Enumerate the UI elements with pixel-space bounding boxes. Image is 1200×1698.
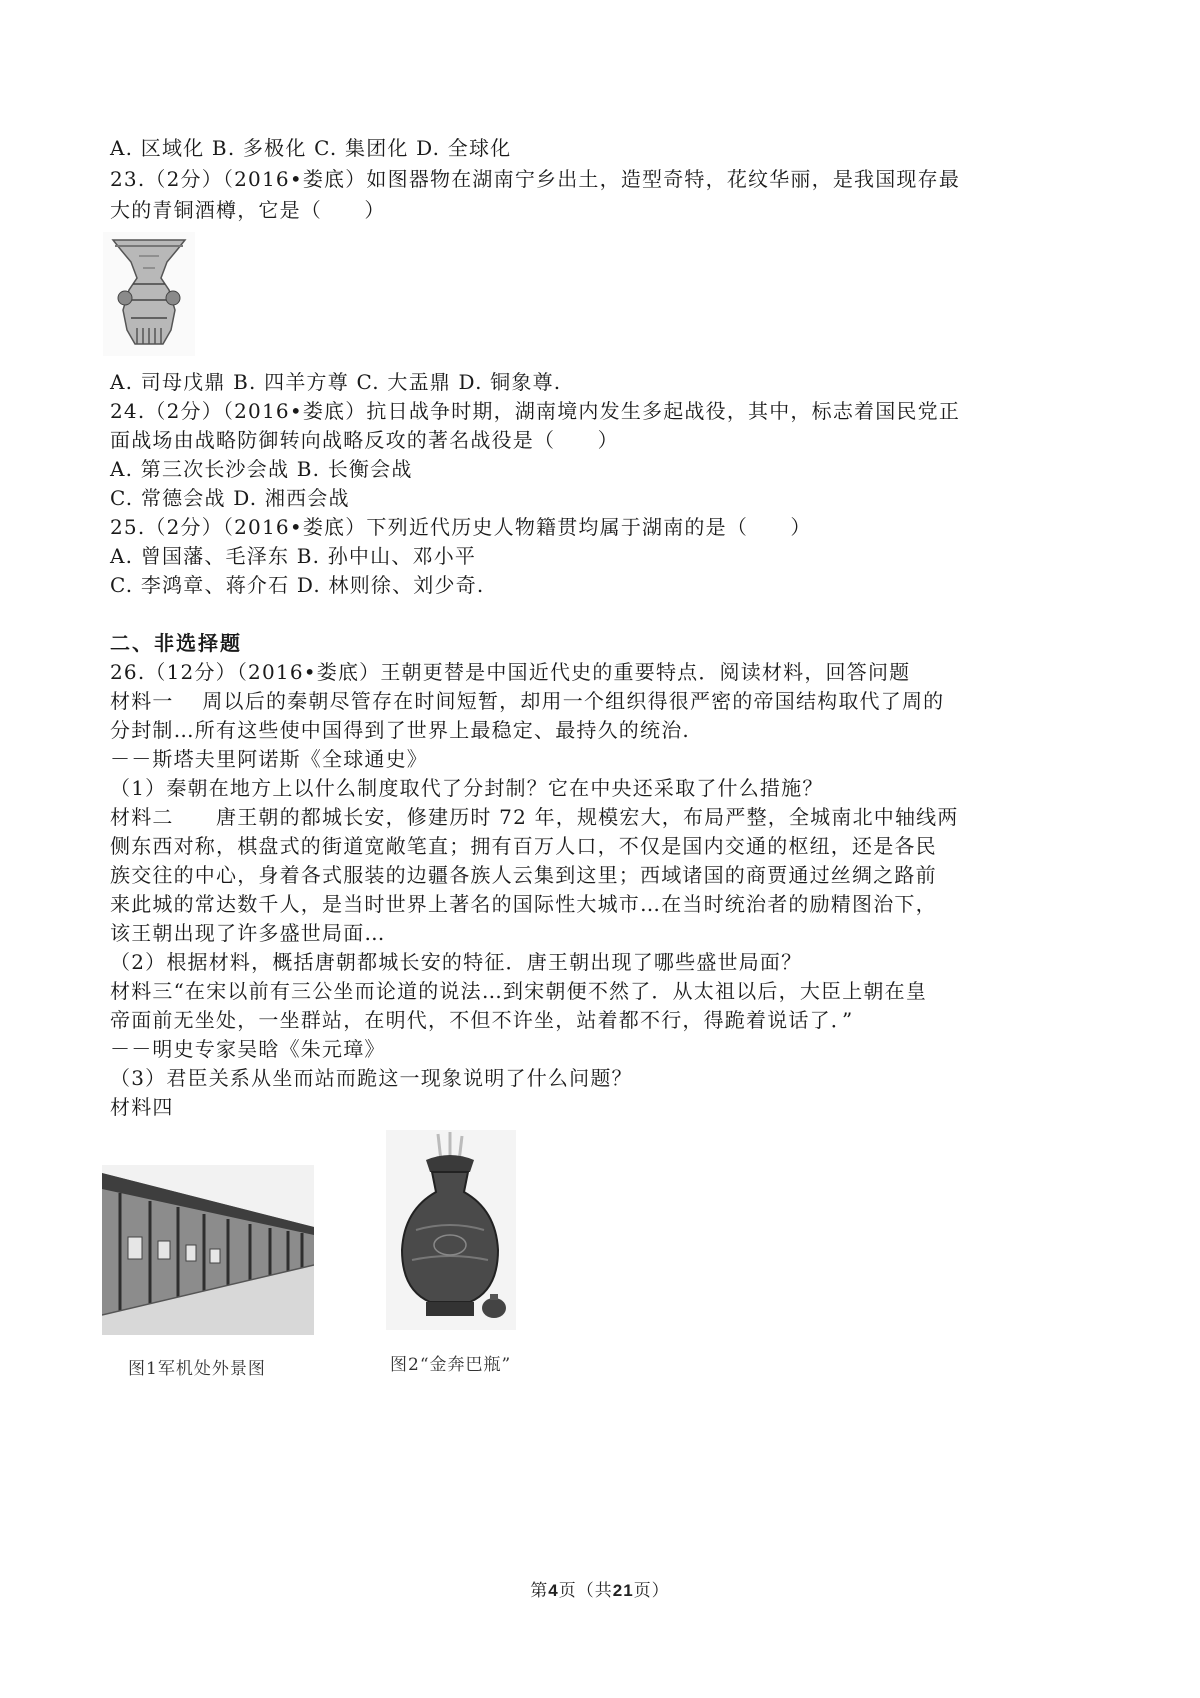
material-3-text: 材料三“在宋以前有三公坐而论道的说法…到宋朝便不然了．从太祖以后，大臣上朝在皇 — [110, 979, 928, 1003]
footer-prefix: 第 — [530, 1581, 549, 1601]
page-footer — [0, 1576, 1200, 1601]
material-2-text-cont2: 族交往的中心，身着各式服装的边疆各族人云集到这里；西域诸国的商贾通过丝绸之路前 — [110, 863, 937, 887]
golden-urn-photo — [386, 1130, 516, 1330]
answer-options-q23: A. 司母戊鼎 B. 四羊方尊 C. 大盂鼎 D. 铜象尊. — [110, 370, 562, 394]
page-number: 4 — [548, 1581, 559, 1600]
material-1-text-cont: 分封制…所有这些使中国得到了世界上最稳定、最持久的统治. — [110, 718, 690, 742]
material-3-text-cont: 帝面前无坐处，一坐群站，在明代，不但不许坐，站着都不行，得跪着说话了．” — [110, 1008, 854, 1032]
question-25-text: 25.（2分）（2016•娄底）下列近代历史人物籍贯均属于湖南的是（ ） — [110, 515, 812, 539]
material-1-text: 材料一 周以后的秦朝尽管存在时间短暂，却用一个组织得很严密的帝国结构取代了周的 — [110, 689, 945, 713]
question-24-text: 24.（2分）（2016•娄底）抗日战争时期，湖南境内发生多起战役，其中，标志着国民党正 — [110, 399, 961, 423]
figure-2-caption: 图2“金奔巴瓶” — [390, 1355, 512, 1375]
sub-question-1: （1）秦朝在地方上以什么制度取代了分封制？它在中央还采取了什么措施？ — [110, 776, 824, 800]
material-3-source: －－明史专家吴晗《朱元璋》 — [110, 1037, 386, 1061]
footer-middle: 页（共 — [558, 1581, 613, 1601]
question-26-text: 26.（12分）（2016•娄底）王朝更替是中国近代史的重要特点．阅读材料，回答问题 — [110, 660, 911, 684]
answer-options-q25-row1: A. 曾国藩、毛泽东 B. 孙中山、邓小平 — [110, 544, 477, 568]
figure-1-caption: 图1军机处外景图 — [128, 1359, 266, 1379]
material-2-text: 材料二 唐王朝的都城长安，修建历时 72 年，规模宏大，布局严整，全城南北中轴线两 — [110, 805, 959, 829]
question-23-text: 23.（2分）（2016•娄底）如图器物在湖南宁乡出土，造型奇特，花纹华丽，是我国现存最 — [110, 167, 961, 191]
answer-options-q24-row2: C. 常德会战 D. 湘西会战 — [110, 486, 350, 510]
footer-suffix: 页） — [633, 1581, 670, 1601]
answer-options-q22: A. 区域化 B. 多极化 C. 集团化 D. 全球化 — [110, 136, 512, 160]
question-24-text-cont: 面战场由战略防御转向战略反攻的著名战役是（ ） — [110, 428, 619, 452]
sub-question-2: （2）根据材料，概括唐朝都城长安的特征．唐王朝出现了哪些盛世局面？ — [110, 950, 803, 974]
grand-council-photo — [102, 1165, 314, 1335]
material-2-text-cont4: 该王朝出现了许多盛世局面… — [110, 921, 386, 945]
page-total: 21 — [612, 1581, 634, 1600]
material-1-source: －－斯塔夫里阿诺斯《全球通史》 — [110, 747, 428, 771]
material-2-text-cont3: 来此城的常达数千人，是当时世界上著名的国际性大城市…在当时统治者的励精图治下， — [110, 892, 937, 916]
question-23-text-cont: 大的青铜酒樽，它是（ ） — [110, 198, 386, 222]
material-4-label: 材料四 — [110, 1095, 174, 1119]
sub-question-3: （3）君臣关系从坐而站而跪这一现象说明了什么问题？ — [110, 1066, 633, 1090]
material-2-text-cont1: 侧东西对称，棋盘式的街道宽敞笔直；拥有百万人口，不仅是国内交通的枢纽，还是各民 — [110, 834, 937, 858]
answer-options-q24-row1: A. 第三次长沙会战 B. 长衡会战 — [110, 457, 413, 481]
answer-options-q25-row2: C. 李鸿章、蒋介石 D. 林则徐、刘少奇. — [110, 573, 485, 597]
section-heading: 二、非选择题 — [110, 631, 242, 655]
bronze-zun-image — [103, 232, 195, 356]
